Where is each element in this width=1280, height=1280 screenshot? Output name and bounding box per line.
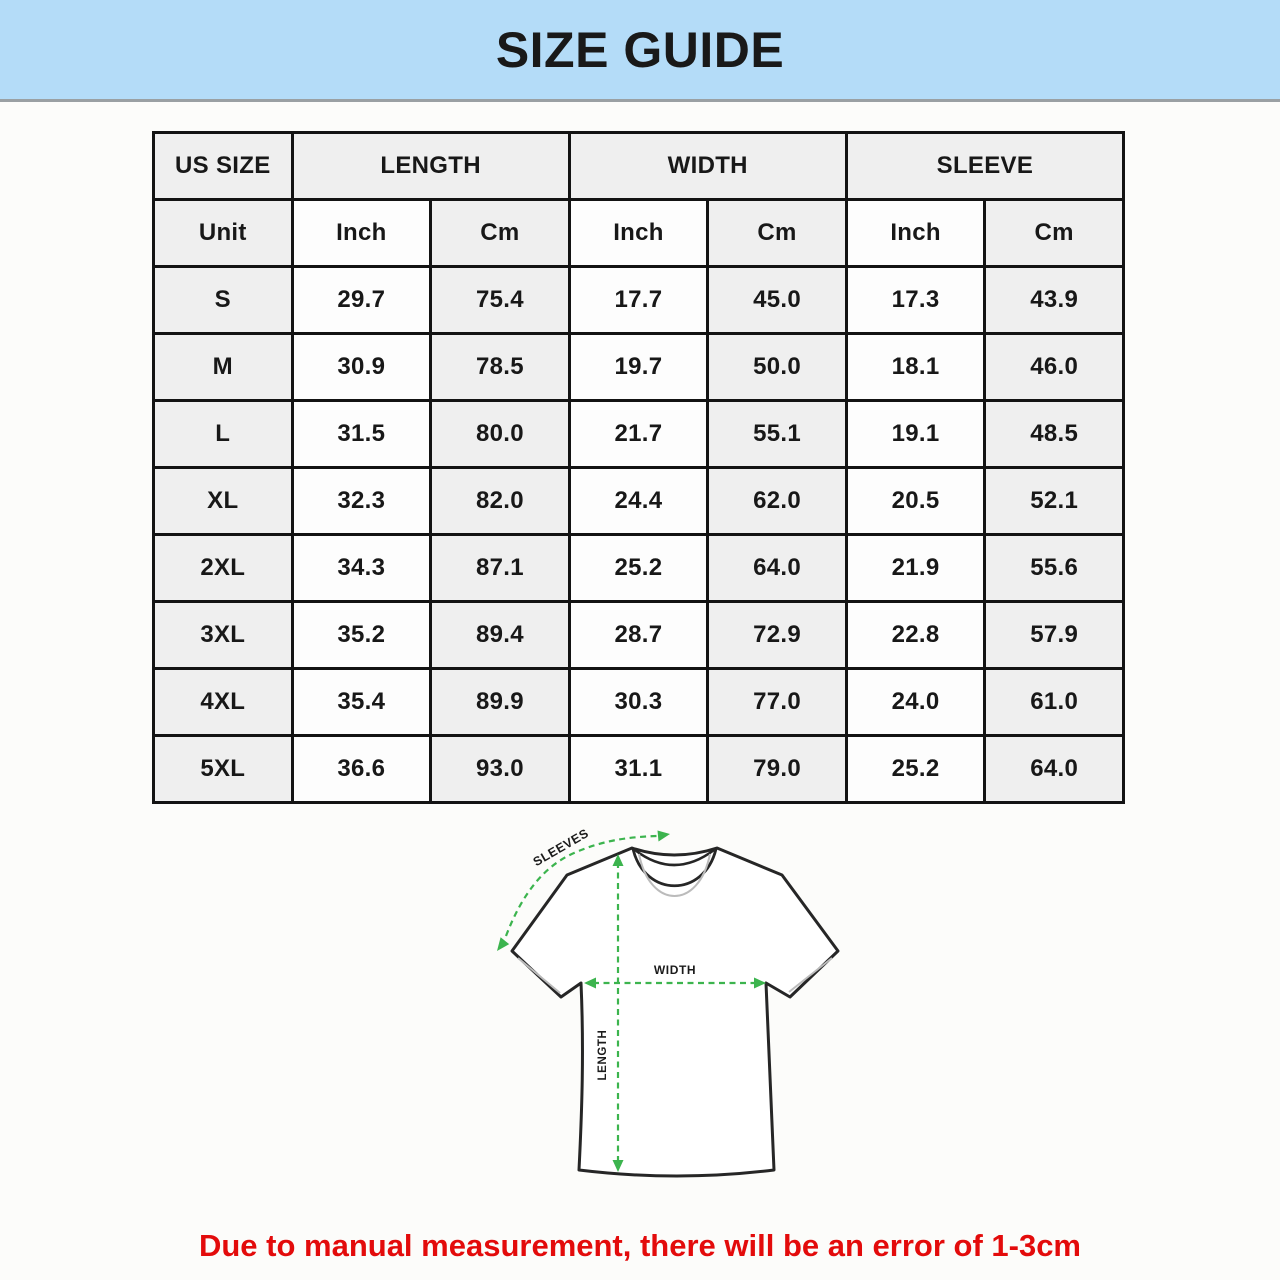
table-row-l [154,401,1124,468]
measurement-value: 72.9 [708,602,847,669]
unit-header: Cm [431,200,570,267]
measurement-value: 34.3 [292,535,431,602]
size-label: 3XL [154,602,293,669]
sleeves-label: SLEEVES [530,826,592,870]
measurement-value: 19.1 [846,401,985,468]
measurement-value: 25.2 [569,535,708,602]
column-header-sleeve: SLEEVE [846,133,1123,200]
unit-header: Inch [569,200,708,267]
table-row-4xl [154,669,1124,736]
measurement-value: 64.0 [985,736,1124,803]
measurement-disclaimer: Due to manual measurement, there will be an error of 1-3cm [198,1228,1082,1263]
measurement-value: 18.1 [846,334,985,401]
measurement-value: 45.0 [708,267,847,334]
size-label: S [154,267,293,334]
page-title: SIZE GUIDE [495,21,785,78]
measurement-value: 89.9 [431,669,570,736]
column-header-length: LENGTH [292,133,569,200]
measurement-value: 24.4 [569,468,708,535]
measurement-value: 35.4 [292,669,431,736]
width-label: WIDTH [653,963,697,977]
size-label: 4XL [154,669,293,736]
unit-header: Inch [292,200,431,267]
measurement-value: 24.0 [846,669,985,736]
table-row-s [154,267,1124,334]
size-label: 2XL [154,535,293,602]
measurement-value: 57.9 [985,602,1124,669]
length-label: LENGTH [597,1029,609,1081]
sleeves-arrow-start-icon [497,937,509,951]
measurement-value: 30.9 [292,334,431,401]
measurement-value: 36.6 [292,736,431,803]
measurement-value: 77.0 [708,669,847,736]
measurement-value: 29.7 [292,267,431,334]
measurement-value: 25.2 [846,736,985,803]
unit-header: Cm [708,200,847,267]
measurement-value: 55.1 [708,401,847,468]
measurement-value: 30.3 [569,669,708,736]
measurement-value: 50.0 [708,334,847,401]
measurement-value: 46.0 [985,334,1124,401]
measurement-value: 61.0 [985,669,1124,736]
table-row-m [154,334,1124,401]
column-header-us-size: US SIZE [154,133,293,200]
table-row-xl [154,468,1124,535]
measurement-value: 80.0 [431,401,570,468]
table-header-row [154,133,1124,200]
size-label: L [154,401,293,468]
measurement-value: 52.1 [985,468,1124,535]
measurement-value: 28.7 [569,602,708,669]
unit-header: Inch [846,200,985,267]
measurement-value: 31.1 [569,736,708,803]
size-table [152,131,1125,804]
table-row-5xl [154,736,1124,803]
size-guide-banner [0,0,1280,102]
measurement-value: 31.5 [292,401,431,468]
measurement-value: 17.7 [569,267,708,334]
size-label: XL [154,468,293,535]
measurement-value: 79.0 [708,736,847,803]
measurement-value: 35.2 [292,602,431,669]
measurement-value: 89.4 [431,602,570,669]
table-unit-row [154,200,1124,267]
tshirt-measurement-diagram [460,810,880,1210]
measurement-value: 93.0 [431,736,570,803]
measurement-value: 17.3 [846,267,985,334]
measurement-value: 78.5 [431,334,570,401]
unit-header: Cm [985,200,1124,267]
column-header-width: WIDTH [569,133,846,200]
measurement-value: 64.0 [708,535,847,602]
measurement-value: 19.7 [569,334,708,401]
measurement-value: 22.8 [846,602,985,669]
measurement-value: 87.1 [431,535,570,602]
measurement-value: 32.3 [292,468,431,535]
measurement-value: 21.9 [846,535,985,602]
table-row-3xl [154,602,1124,669]
measurement-value: 21.7 [569,401,708,468]
size-label: M [154,334,293,401]
table-row-2xl [154,535,1124,602]
size-label: 5XL [154,736,293,803]
measurement-value: 55.6 [985,535,1124,602]
tshirt-outline [512,848,838,1176]
measurement-value: 75.4 [431,267,570,334]
measurement-value: 82.0 [431,468,570,535]
unit-row-label: Unit [154,200,293,267]
measurement-value: 62.0 [708,468,847,535]
sleeves-arrow-end-icon [658,831,671,842]
measurement-value: 43.9 [985,267,1124,334]
measurement-value: 48.5 [985,401,1124,468]
measurement-value: 20.5 [846,468,985,535]
